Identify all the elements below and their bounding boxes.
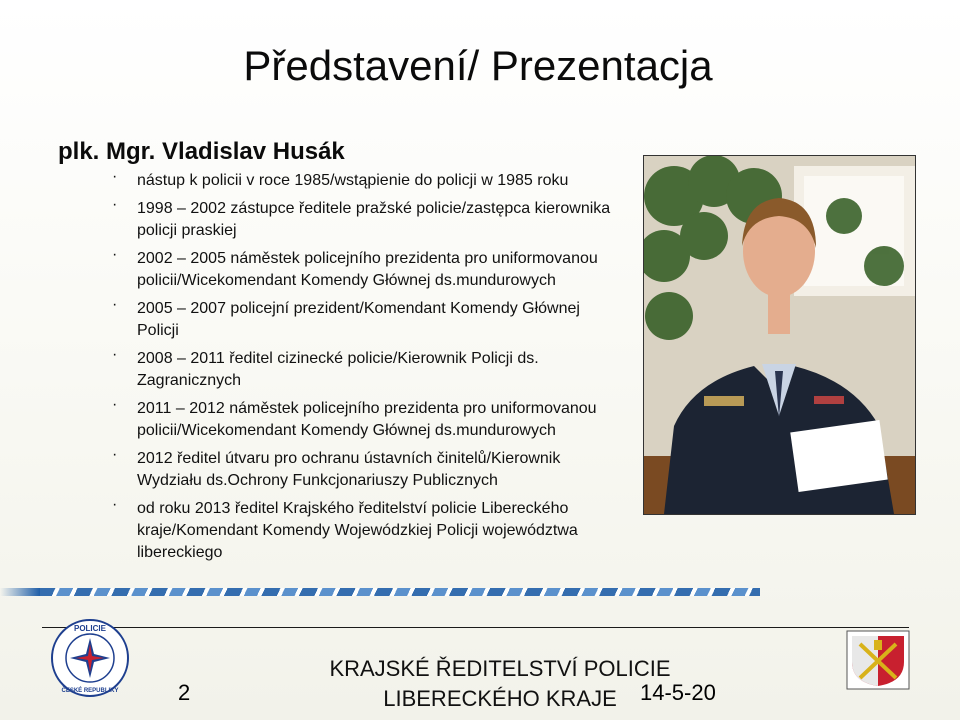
organization-line-2: LIBERECKÉHO KRAJE: [383, 686, 617, 711]
list-item: · 1998 – 2002 zástupce ředitele pražské policie/zastępca kierownika policji praskiej: [112, 196, 611, 239]
organization-line-1: KRAJSKÉ ŘEDITELSTVÍ POLICIE: [329, 656, 671, 681]
police-badge-icon: [50, 618, 130, 698]
slide-date: 14-5-20: [640, 680, 716, 705]
page-number: 2: [178, 680, 191, 705]
list-item: · 2012 ředitel útvaru pro ochranu ústavních činitelů/Kierownik Wydziału ds.Ochrony Funkcjonariuszy Publicznych: [112, 446, 561, 489]
person-name: plk. Mgr. Vladislav Husák: [58, 138, 345, 165]
career-list: [112, 170, 622, 570]
list-item: · 2008 – 2011 ředitel cizinecké policie/Kierownik Policji ds. Zagranicznych: [112, 346, 539, 389]
list-item: · nástup k policii v roce 1985/wstąpienie do policji w 1985 roku: [112, 168, 569, 189]
list-item: · 2011 – 2012 náměstek policejního prezidenta pro uniformovanou policii/Wicekomendant Komendy Głównej ds.mundurowych: [112, 396, 597, 439]
badge-text-bottom: ČESKÉ REPUBLIKY: [61, 688, 119, 694]
slide-title: Představení/ Prezentacja: [243, 42, 713, 89]
list-item: · 2005 – 2007 policejní prezident/Komendant Komendy Głównej Policji: [112, 296, 580, 339]
portrait-photo: [643, 155, 916, 515]
list-item: · 2002 – 2005 náměstek policejního prezidenta pro uniformovanou policii/Wicekomendant Komendy Głównej ds.mundurowych: [112, 246, 598, 289]
badge-text-top: POLICIE: [73, 624, 107, 633]
decorative-stripe-fade: [0, 588, 40, 596]
decorative-stripe: [40, 588, 760, 596]
portrait-illustration: [644, 156, 915, 514]
regional-crest-icon: [846, 630, 910, 690]
list-item: · od roku 2013 ředitel Krajského ředitelství policie Libereckého kraje/Komendant Komendy Wojewódzkiej Policji województwa libereckiego: [112, 496, 578, 561]
